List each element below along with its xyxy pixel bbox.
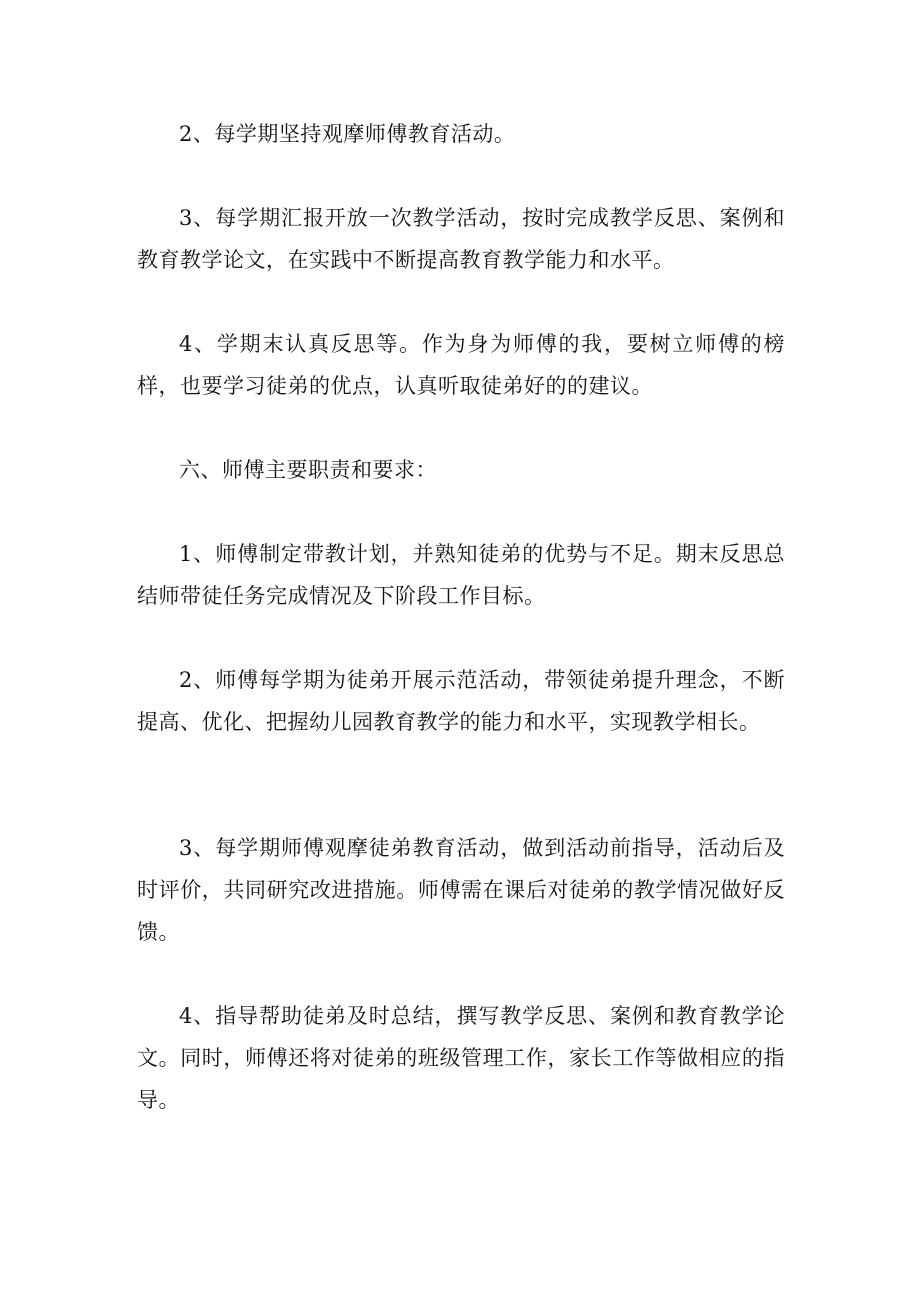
section-heading-mentor-duties: 六、师傅主要职责和要求： bbox=[179, 458, 437, 482]
paragraph-item-4-reflect: 4、学期末认真反思等。作为身为师傅的我，要树立师傅的榜样，也要学习徒弟的优点，认真听取徒弟好的的建议。 bbox=[137, 332, 785, 398]
paragraph-duty-3: 3、每学期师傅观摩徒弟教育活动，做到活动前指导，活动后及时评价，共同研究改进措施。师傅需在课后对徒弟的教学情况做好反馈。 bbox=[137, 836, 785, 944]
paragraph-item-2-observe: 2、每学期坚持观摩师傅教育活动。 bbox=[179, 122, 516, 146]
paragraph-duty-4: 4、指导帮助徒弟及时总结，撰写教学反思、案例和教育教学论文。同时，师傅还将对徒弟的班级管理工作，家长工作等做相应的指导。 bbox=[137, 1004, 785, 1112]
paragraph-duty-2: 2、师傅每学期为徒弟开展示范活动，带领徒弟提升理念，不断提高、优化、把握幼儿园教育教学的能力和水平，实现教学相长。 bbox=[137, 668, 785, 734]
paragraph-item-3-report: 3、每学期汇报开放一次教学活动，按时完成教学反思、案例和教育教学论文，在实践中不断提高教育教学能力和水平。 bbox=[137, 206, 785, 272]
paragraph-duty-1: 1、师傅制定带教计划，并熟知徒弟的优势与不足。期末反思总结师带徒任务完成情况及下阶段工作目标。 bbox=[137, 542, 785, 608]
